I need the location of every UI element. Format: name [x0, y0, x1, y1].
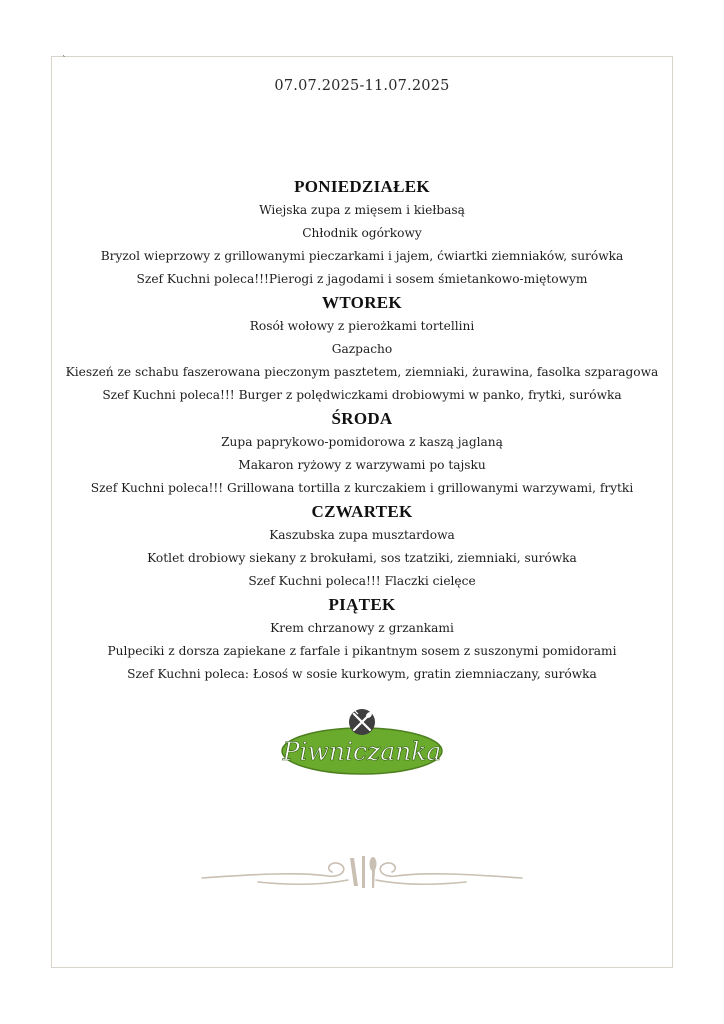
dish-item: Makaron ryżowy z warzywami po tajsku: [238, 458, 486, 472]
day-heading-thursday: CZWARTEK: [311, 502, 413, 521]
dish-item: Szef Kuchni poleca!!! Burger z polędwiczkami drobiowymi w panko, frytki, surówka: [102, 388, 622, 402]
restaurant-logo: [279, 706, 445, 784]
logo-text: Piwniczanka: [282, 737, 442, 766]
dish-item: Krem chrzanowy z grzankami: [270, 621, 454, 635]
dish-item: Kaszubska zupa musztardowa: [269, 528, 455, 542]
dish-item: Wiejska zupa z mięsem i kiełbasą: [259, 203, 465, 217]
weekly-menu: [0, 175, 724, 686]
dish-item: Kieszeń ze schabu faszerowana pieczonym pasztetem, ziemniaki, żurawina, fasolka szparagowa: [65, 365, 659, 379]
dish-item: Szef Kuchni poleca!!! Grillowana tortilla z kurczakiem i grillowanymi warzywami, frytki: [90, 481, 634, 495]
dish-item: Zupa paprykowo-pomidorowa z kaszą jaglaną: [221, 435, 503, 449]
corner-mark: `: [62, 56, 67, 66]
dish-item: Szef Kuchni poleca!!! Flaczki cielęce: [248, 574, 476, 588]
day-heading-friday: PIĄTEK: [328, 595, 396, 614]
dish-item: Chłodnik ogórkowy: [302, 226, 422, 240]
dish-item: Szef Kuchni poleca!!!Pierogi z jagodami i sosem śmietankowo-miętowym: [136, 272, 588, 286]
dish-item: Szef Kuchni poleca: Łosoś w sosie kurkowym, gratin ziemniaczany, surówka: [127, 667, 597, 681]
dish-item: Bryzol wieprzowy z grillowanymi pieczarkami i jajem, ćwiartki ziemniaków, surówka: [100, 249, 624, 263]
dish-item: Gazpacho: [331, 342, 393, 356]
day-heading-wednesday: ŚRODA: [331, 409, 393, 428]
day-heading-tuesday: WTOREK: [322, 293, 402, 312]
day-heading-monday: PONIEDZIAŁEK: [294, 177, 430, 196]
flourish-ornament-icon: [198, 852, 526, 896]
dish-item: Rosół wołowy z pierożkami tortellini: [249, 319, 475, 333]
dish-item: Pulpeciki z dorsza zapiekane z farfale i pikantnym sosem z suszonymi pomidorami: [107, 644, 617, 658]
crossed-cutlery-icon: [349, 709, 375, 735]
dish-item: Kotlet drobiowy siekany z brokułami, sos tzatziki, ziemniaki, surówka: [147, 551, 577, 565]
date-range: 07.07.2025-11.07.2025: [274, 78, 450, 94]
